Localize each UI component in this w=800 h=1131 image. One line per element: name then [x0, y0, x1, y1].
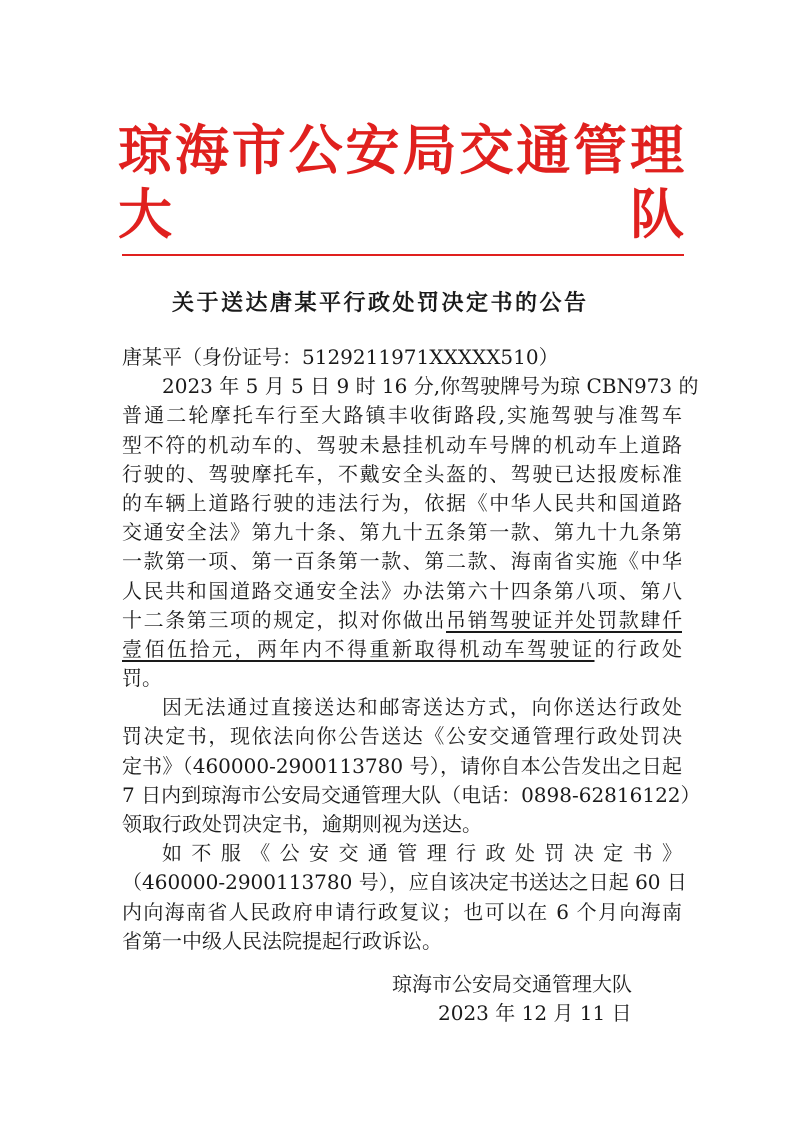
- paragraph: [122, 839, 687, 956]
- text-line: [122, 460, 682, 489]
- text-line: [122, 606, 682, 635]
- notice-title: 关于送达唐某平行政处罚决定书的公告: [172, 290, 586, 316]
- text-segment: 的行政处: [594, 636, 682, 661]
- text-segment: 定书》（460000-2900113780 号），请你自本公告发出之日起: [122, 753, 682, 778]
- addressee: 唐某平（身份证号：5129211971XXXXX510）: [122, 345, 559, 369]
- organization-letterhead: 琼海市公安局交通管理大队: [118, 118, 686, 246]
- text-line: [122, 577, 682, 606]
- text-line: [122, 635, 682, 664]
- text-line: [122, 781, 701, 810]
- text-segment: 罚决定书，现依法向你公告送达《公安交通管理行政处罚决: [122, 724, 682, 749]
- text-line: [122, 927, 682, 956]
- text-segment: 普通二轮摩托车行至大路镇丰收街路段,实施驾驶与准驾车: [122, 403, 682, 428]
- paragraph: [122, 372, 699, 693]
- text-segment: 因无法通过直接送达和邮寄送达方式，向你送达行政处: [162, 695, 682, 720]
- text-line: [122, 489, 682, 518]
- signature-organization: 琼海市公安局交通管理大队: [392, 972, 632, 996]
- text-segment: 罚。: [122, 666, 162, 691]
- signature-block: [392, 970, 652, 1028]
- text-segment: 行驶的、驾驶摩托车，不戴安全头盔的、驾驶已达报废标准: [122, 461, 682, 486]
- text-segment: 7 日内到琼海市公安局交通管理大队（电话：0898-62816122）: [122, 782, 701, 807]
- text-segment: 领取行政处罚决定书，逾期则视为送达。: [122, 812, 482, 836]
- text-line: [122, 810, 682, 839]
- text-line: [122, 547, 682, 576]
- text-segment: 人民共和国道路交通安全法》办法第六十四条第八项、第八: [122, 578, 682, 603]
- text-segment: 的车辆上道路行驶的违法行为，依据《中华人民共和国道路: [122, 490, 682, 515]
- text-line: [122, 693, 682, 722]
- text-segment: 一款第一项、第一百条第一款、第二款、海南省实施《中华: [122, 549, 682, 574]
- text-line: [122, 431, 682, 460]
- text-segment: （460000-2900113780 号），应自该决定书送达之日起 60 日: [122, 870, 687, 895]
- notice-body: [122, 343, 701, 956]
- penalty-text-underlined: 壹佰伍拾元，两年内不得重新取得机动车驾驶证: [122, 636, 595, 661]
- text-line: [122, 372, 699, 401]
- text-line: [122, 868, 687, 897]
- text-line: [122, 752, 682, 781]
- text-line: [122, 664, 682, 693]
- signature-date: 2023 年 12 月 11 日: [438, 1001, 632, 1025]
- paragraphs: [122, 372, 701, 956]
- text-segment: 2023 年 5 月 5 日 9 时 16 分,你驾驶牌号为琼 CBN973 的: [162, 374, 699, 399]
- text-line: [122, 722, 682, 751]
- text-segment: 内向海南省人民政府申请行政复议；也可以在 6 个月向海南: [122, 899, 682, 924]
- text-line: [122, 401, 682, 430]
- text-line: [122, 518, 682, 547]
- text-segment: 交通安全法》第九十条、第九十五条第一款、第九十九条第: [122, 520, 682, 545]
- paragraph: [122, 693, 701, 839]
- text-line: [122, 898, 682, 927]
- letterhead-divider: [122, 254, 684, 256]
- text-segment: 省第一中级人民法院提起行政诉讼。: [122, 928, 442, 953]
- text-line: [122, 839, 682, 868]
- text-segment: 如不服《公安交通管理行政处罚决定书》: [162, 841, 682, 866]
- penalty-text-underlined: 吊销驾驶证并处罚款肆仟: [446, 607, 682, 632]
- text-segment: 型不符的机动车的、驾驶未悬挂机动车号牌的机动车上道路: [122, 432, 682, 457]
- text-segment: 十二条第三项的规定，拟对你做出: [122, 607, 446, 632]
